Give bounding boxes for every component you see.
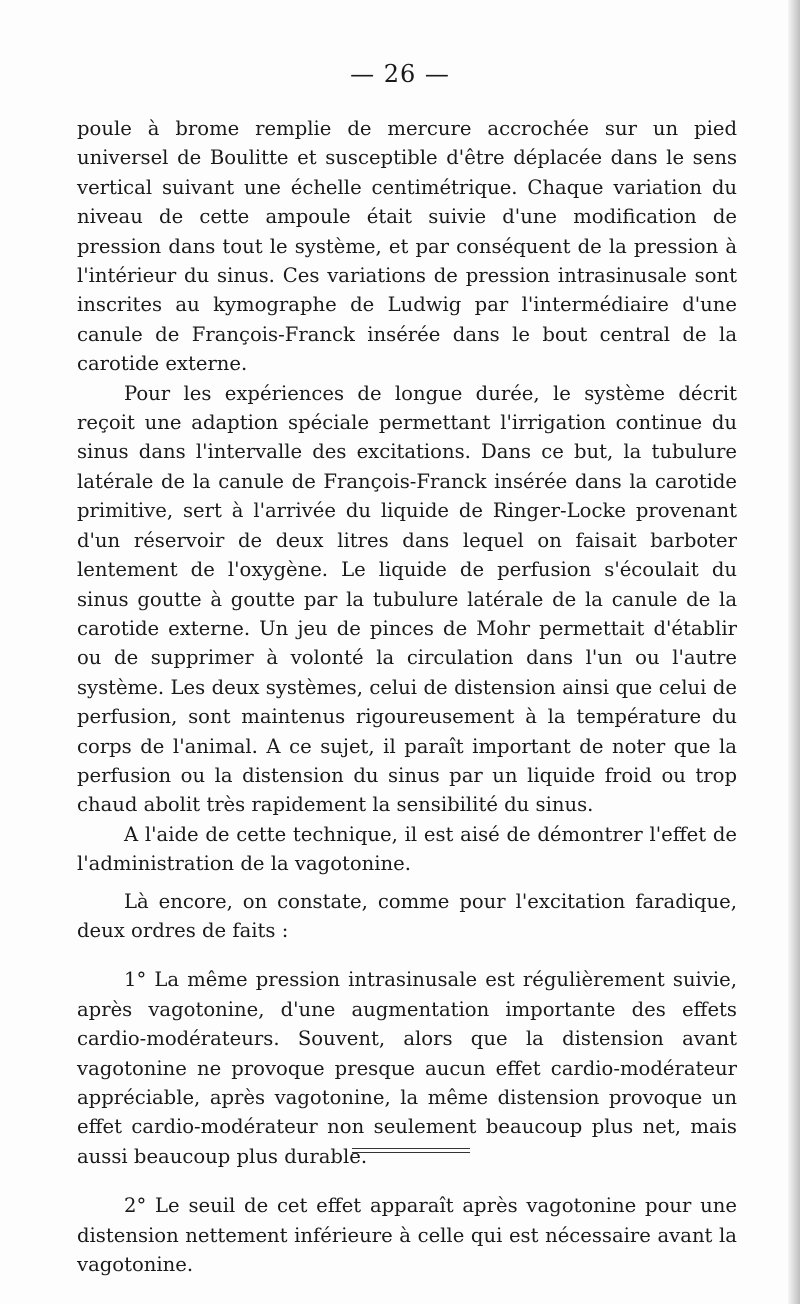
paragraph-1: poule à brome remplie de mercure accrochée sur un pied universel de Boulitte et susceptible d'être déplacée dans le sens vertical suivant une échelle centimétrique. Chaque variation du niveau de cette ampoule était suivie d'une modification de pression dans tout le système, et par conséquent de la pression à l'intérieur du sinus. Ces variations de pression intrasinusale sont inscrites au kymographe de Ludwig par l'intermédiaire d'une canule de François-Franck insérée dans le bout central de la carotide externe.	[77, 117, 737, 376]
page-number: — 26 —	[350, 60, 450, 88]
paragraph-6: 2° Le seuil de cet effet apparaît après vagotonine pour une distension nettement inférieure à celle qui est nécessaire avant la vagotonine.	[77, 1194, 737, 1277]
paragraph-4: Là encore, on constate, comme pour l'excitation faradique, deux ordres de faits :	[77, 889, 737, 942]
closing-double-rule	[352, 1148, 470, 1153]
paragraph-3: A l'aide de cette technique, il est aisé de démontrer l'effet de l'administration de la vagotonine.	[77, 822, 737, 876]
paragraph-5: 1° La même pression intrasinusale est régulièrement suivie, après vagotonine, d'une augmentation importante des effets cardio-modérateurs. Souvent, alors que la distension avant vagotonine ne provoque presque aucun effet cardio-modérateur appréciable, après vagotonine, la même distension provoque un effet cardio-modérateur non seulement beaucoup plus net, mais aussi beaucoup plus durable.	[77, 968, 737, 1168]
paragraph-2: Pour les expériences de longue durée, le système décrit reçoit une adaption spéciale permettant l'irrigation continue du sinus dans l'intervalle des excitations. Dans ce but, la tubulure latérale de la canule de François-Franck insérée dans la carotide primitive, sert à l'arrivée du liquide de Ringer-Locke provenant d'un réservoir de deux litres dans lequel on faisait barboter lentement de l'oxygène. Le liquide de perfusion s'écoulait du sinus goutte à goutte par la tubulure latérale de la canule de la carotide externe. Un jeu de pinces de Mohr permettait d'établir ou de supprimer à volonté la circulation dans l'un ou l'autre système. Les deux systèmes, celui de distension ainsi que celui de perfusion, sont maintenus rigoureusement à la température du corps de l'animal. A ce sujet, il paraît important de noter que la perfusion ou la distension du sinus par un liquide froid ou trop chaud abolit très rapidement la sensibilité du sinus.	[77, 381, 737, 817]
page-edge-shadow	[788, 0, 800, 1304]
body-text	[77, 114, 737, 1279]
